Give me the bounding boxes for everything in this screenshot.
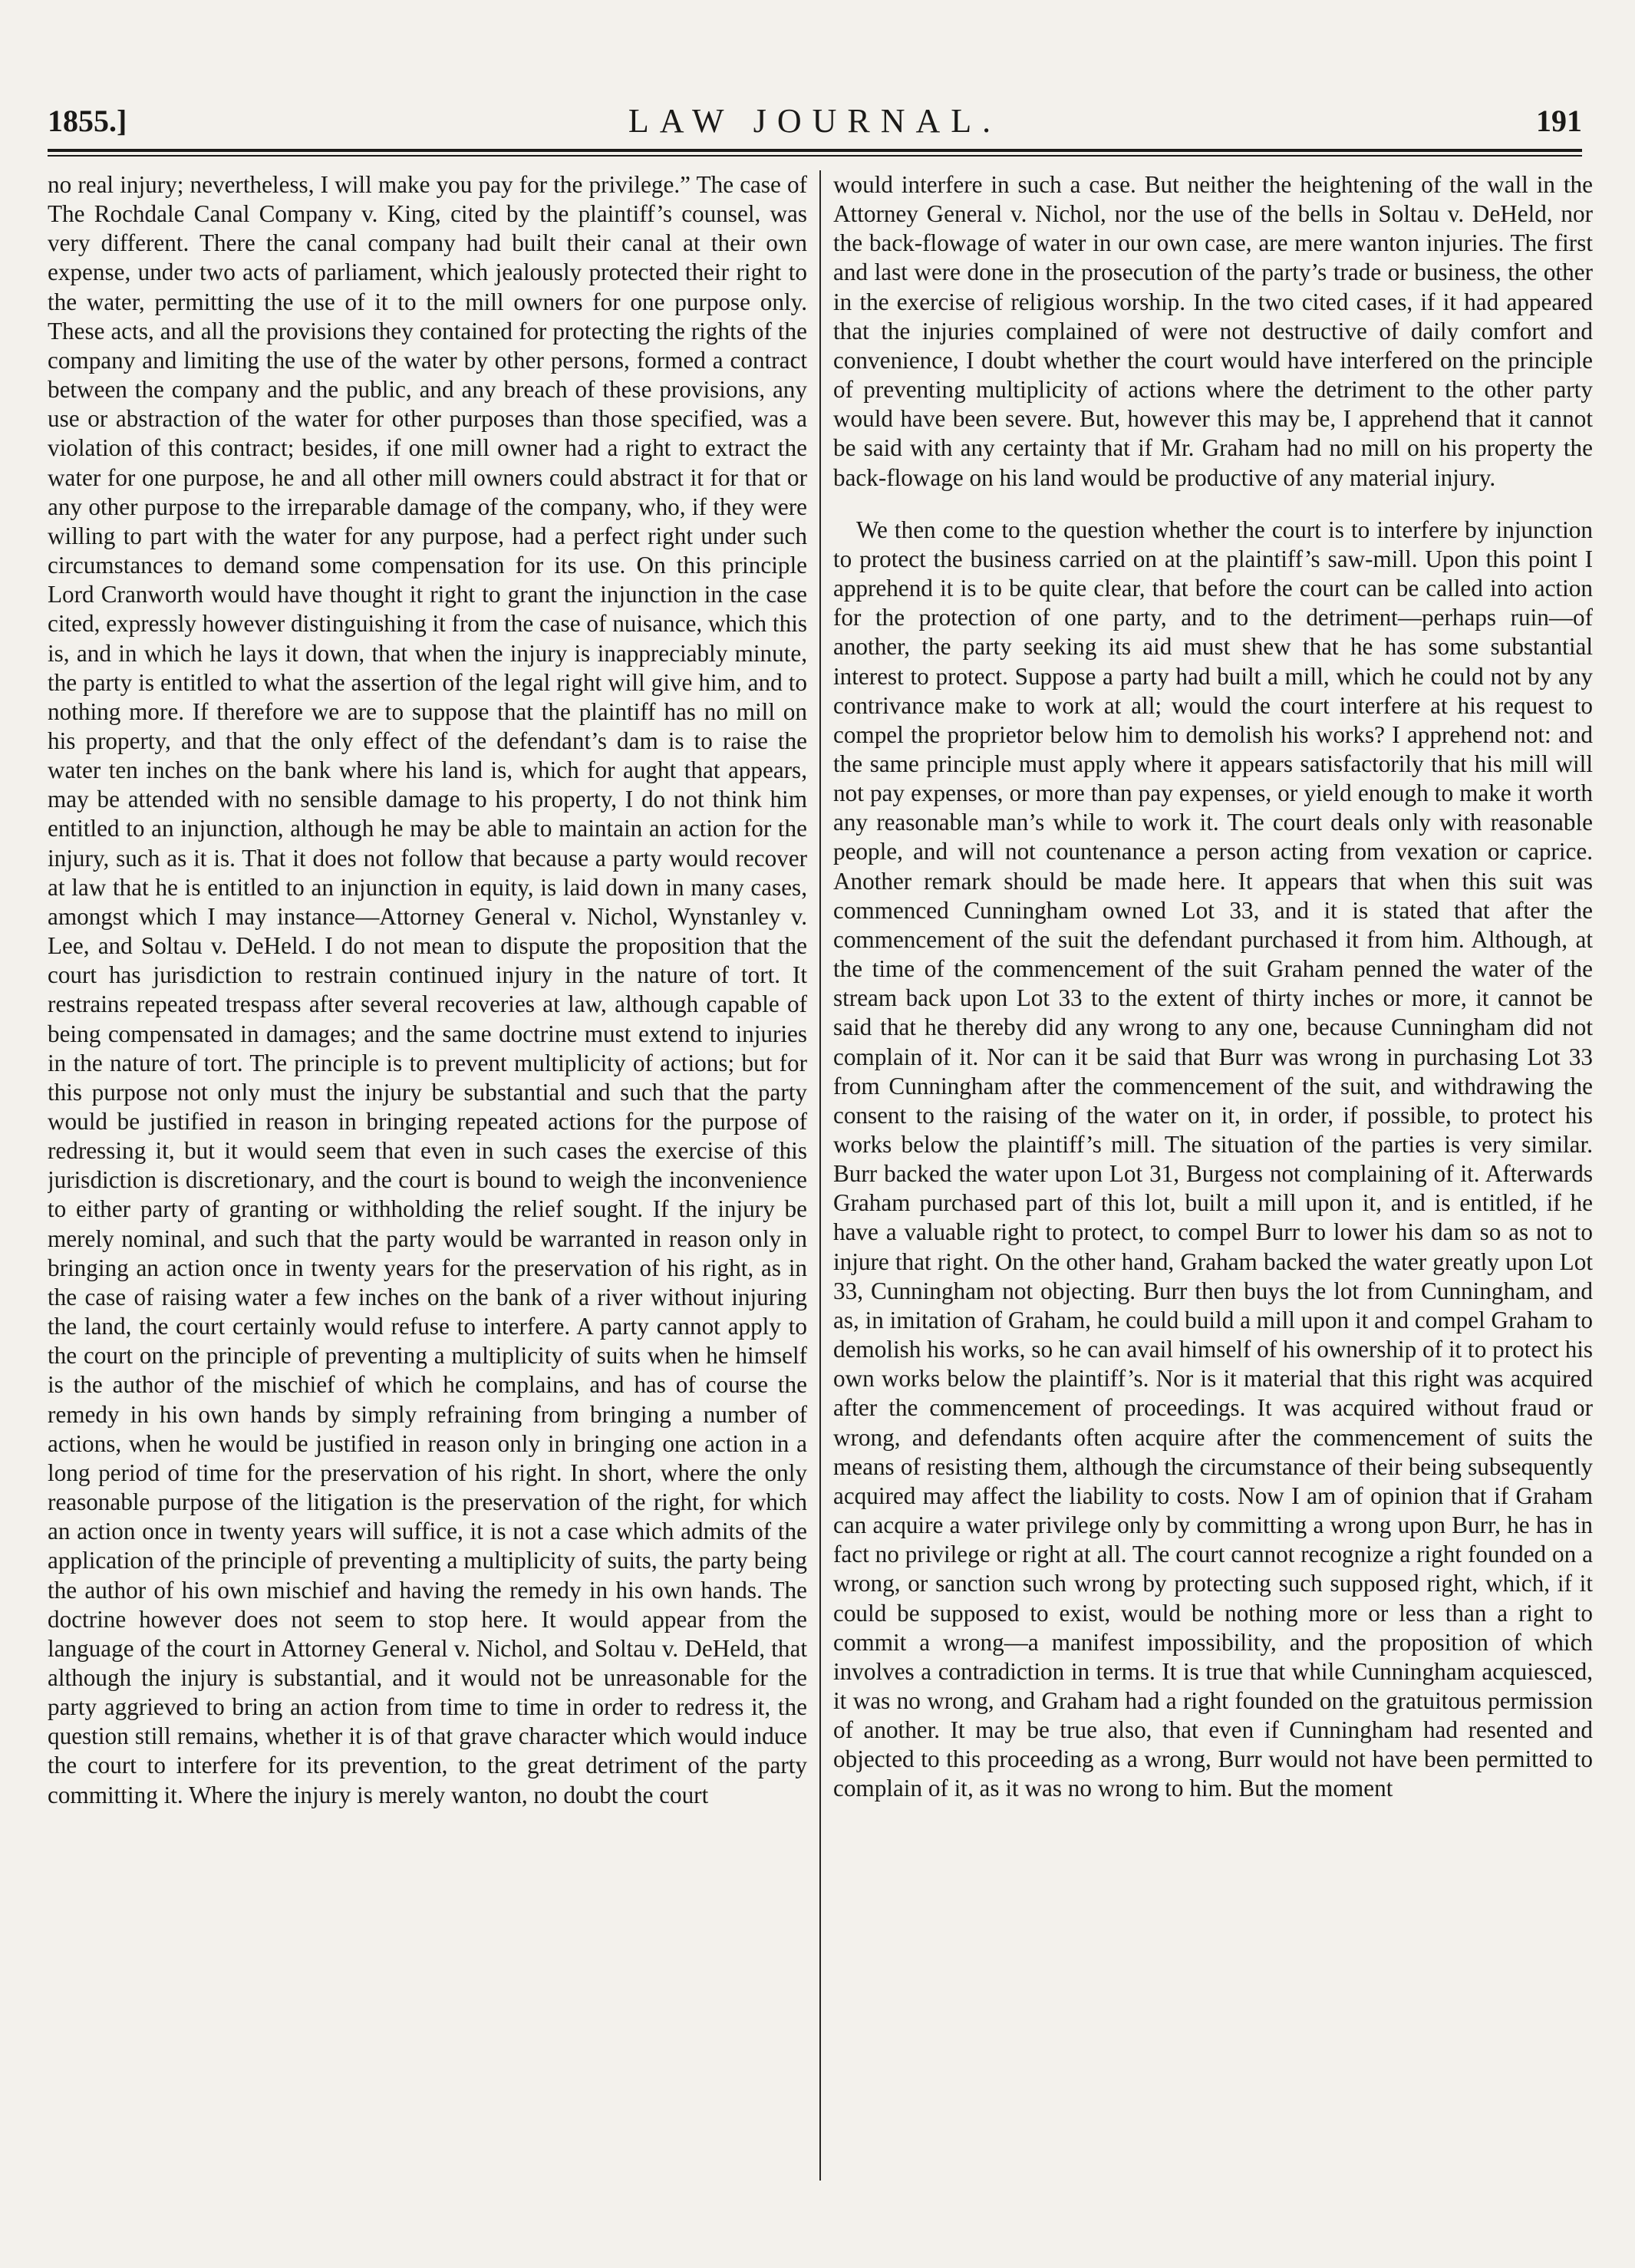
- header-rule-thin: [48, 155, 1582, 157]
- left-column: [48, 170, 807, 2188]
- running-header: [48, 98, 1582, 144]
- header-page-number: 191: [1536, 104, 1582, 138]
- right-paragraph-1: would interfere in such a case. But neither the heightening of the wall in the Attorney General v. Nichol, nor the use of the bells in Soltau v. DeHeld, nor the back-flowage of water in our own case, are mere wanton injuries. The first and last were done in the prosecution of the party’s trade or business, the other in the exercise of religious worship. In the two cited cases, if it had appeared that the injuries complained of were not destructive of daily comfort and convenience, I doubt whether the court would have interfered on the principle of preventing multiplicity of actions where the detriment to the other party would have been severe. But, however this may be, I apprehend that it cannot be said with any certainty that if Mr. Graham had no mill on his property the back-flowage on his land would be productive of any material injury.: [833, 171, 1593, 491]
- column-divider: [819, 170, 821, 2181]
- header-title: LAW JOURNAL.: [628, 102, 1002, 140]
- right-paragraph-2: We then come to the question whether the court is to interfere by injunction to protect the business carried on at the plaintiff’s saw-mill. Upon this point I apprehend it is to be quite clear, that before the court can be called into action for the protection of one party, and to the detriment—perhaps ruin—of another, the party seeking its aid must shew that he has some substantial interest to protect. Suppose a party had built a mill, which he could not by any contrivance make to work at all; would the court interfere at his request to compel the proprietor below him to demolish his works? I apprehend not: and the same principle must apply where it appears satisfactorily that his mill will not pay expenses, or more than pay expenses, or yield enough to make it worth any reasonable man’s while to work it. The court deals only with reasonable people, and will not countenance a person acting from vexation or caprice. Another remark should be made here. It appears that when this suit was commenced Cunningham owned Lot 33, and it is stated that after the commencement of the suit the defendant purchased it from him. Although, at the time of the commencement of the suit Graham penned the water of the stream back upon Lot 33 to the extent of thirty inches or more, it cannot be said that he thereby did any wrong to any one, because Cunningham did not complain of it. Nor can it be said that Burr was wrong in purchasing Lot 33 from Cunningham after the commencement of the suit, and withdrawing the consent to the raising of the water on it, in order, if possible, to protect his works below the plaintiff’s mill. The situation of the parties is very similar. Burr backed the water upon Lot 31, Burgess not complaining of it. Afterwards Graham purchased part of this lot, built a mill upon it, and is entitled, if he have a valuable right to protect, to compel Burr to lower his dam so as not to injure that right. On the other hand, Graham backed the water greatly upon Lot 33, Cunningham not objecting. Burr then buys the lot from Cunningham, and as, in imitation of Graham, he could build a mill upon it and compel Graham to demolish his works, so he can avail himself of his ownership of it to protect his own works below the plaintiff’s. Nor is it material that this right was acquired after the commencement of proceedings. It was acquired without fraud or wrong, and defendants often acquire after the commencement of suits the means of resisting them, although the circumstance of their being subsequently acquired may affect the liability to costs. Now I am of opinion that if Graham can acquire a water privilege only by committing a wrong upon Burr, he has in fact no privilege or right at all. The court cannot recognize a right founded on a wrong, or sanction such wrong by protecting such supposed right, which, if it could be supposed to exist, would be nothing more or less than a right to commit a wrong—a manifest impossibility, and the proposition of which involves a contradiction in terms. It is true that while Cunningham acquiesced, it was no wrong, and Graham had a right founded on the gratuitous permission of another. It may be true also, that even if Cunningham had resented and objected to this proceeding as a wrong, Burr would not have been permitted to complain of it, as it was no wrong to him. But the moment: [833, 516, 1593, 1802]
- header-year: 1855.]: [48, 104, 127, 138]
- right-column: [833, 170, 1593, 2188]
- header-rule-thick: [48, 149, 1582, 152]
- left-paragraph-1: no real injury; nevertheless, I will make you pay for the privilege.” The case of The Rochdale Canal Company v. King, cited by the plaintiff’s counsel, was very different. There the canal company had built their canal at their own expense, under two acts of parliament, which jealously protected their right to the water, permitting the use of it to the mill owners for one purpose only. These acts, and all the provisions they contained for protecting the rights of the company and limiting the use of the water by other persons, formed a contract between the company and the public, and any breach of these provisions, any use or abstraction of the water for other purposes than those specified, was a violation of this contract; besides, if one mill owner had a right to extract the water for one purpose, he and all other mill owners could abstract it for that or any other purpose to the irreparable damage of the company, who, if they were willing to part with the water for any purpose, had a perfect right under such circumstances to demand some compensation for its use. On this principle Lord Cranworth would have thought it right to grant the injunction in the case cited, expressly however distinguishing it from the case of nuisance, which this is, and in which he lays it down, that when the injury is inappreciably minute, the party is entitled to what the assertion of the legal right will give him, and to nothing more. If therefore we are to suppose that the plaintiff has no mill on his property, and that the only effect of the defendant’s dam is to raise the water ten inches on the bank where his land is, which for aught that appears, may be attended with no sensible damage to his property, I do not think him entitled to an injunction, although he may be able to maintain an action for the injury, such as it is. That it does not follow that because a party would recover at law that he is entitled to an injunction in equity, is laid down in many cases, amongst which I may instance—Attorney General v. Nichol, Wynstanley v. Lee, and Soltau v. DeHeld. I do not mean to dispute the proposition that the court has jurisdiction to restrain continued injury in the nature of tort. It restrains repeated trespass after several recoveries at law, although capable of being compensated in damages; and the same doctrine must extend to injuries in the nature of tort. The principle is to prevent multiplicity of actions; but for this purpose not only must the injury be substantial and such that the party would be justified in reason in bringing repeated actions for the purpose of redressing it, but it would seem that even in such cases the exercise of this jurisdiction is discretionary, and the court is bound to weigh the inconvenience to either party of granting or withholding the relief sought. If the injury be merely nominal, and such that the party would be warranted in reason only in bringing an action once in twenty years for the preservation of his right, as in the case of raising water a few inches on the bank of a river without injuring the land, the court certainly would refuse to interfere. A party cannot apply to the court on the principle of preventing a multiplicity of suits when he himself is the author of the mischief of which he complains, and has of course the remedy in his own hands by simply refraining from bringing a number of actions, when he would be justified in reason only in bringing one action in a long period of time for the preservation of his right. In short, where the only reasonable purpose of the litigation is the preservation of the right, for which an action once in twenty years will suffice, it is not a case which admits of the application of the principle of preventing a multiplicity of suits, the party being the author of his own mischief and having the remedy in his own hands. The doctrine however does not seem to stop here. It would appear from the language of the court in Attorney General v. Nichol, and Soltau v. DeHeld, that although the injury is substantial, and it would not be unreasonable for the party aggrieved to bring an action from time to time in order to redress it, the question still remains, whether it is of that grave character which would induce the court to interfere for its prevention, to the great detriment of the party committing it. Where the injury is merely wanton, no doubt the court: [48, 171, 807, 1808]
